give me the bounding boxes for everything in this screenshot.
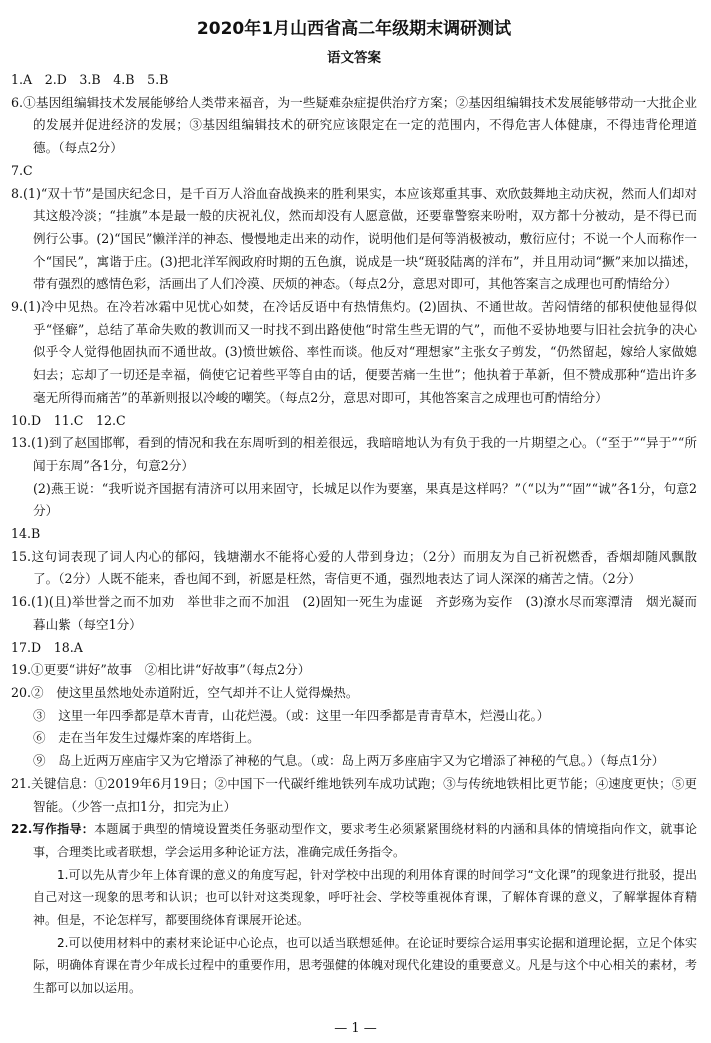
page-number: — 1 — bbox=[334, 1021, 377, 1036]
answer-19: 19.①更要“讲好”故事 ②相比讲“好故事”（每点2分） bbox=[11, 662, 311, 678]
answer-15: 15.这句词表现了词人内心的郁闷，钱塘潮水不能将心爱的人带到身边；（2分）而朋友为自己祈祝燃香，香烟却随风飘散了。（2分）人既不能来，香也闻不到，祈愿是枉然，寄信更不通，强烈地表达了词人深深的痛苦之情。（2分） bbox=[11, 548, 697, 587]
answer-20 bbox=[11, 682, 697, 705]
answer-22-point-1: 1.可以先从青少年上体育课的意义的角度写起，针对学校中出现的利用体育课的时间学习“文化课”的现象进行批驳，提出自己对这一现象的思考和认识；也可以针对这类现象，呼吁社会、学校等重视体育课，了解体育课的意义，了解掌握体育精神。但是，不论怎样写，都要围绕体育课展开论述。 bbox=[33, 867, 697, 928]
answer-20-item-9: ⑨ 岛上近两万座庙宇又为它增添了神秘的气息。（或：岛上两万多座庙宇又为它增添了神秘的气息。）（每点1分） bbox=[33, 753, 665, 769]
answer-13 bbox=[11, 432, 697, 477]
answer-9: 9.(1)冷中见热。在冷若冰霜中见忧心如焚，在冷话反语中有热情焦灼。(2)固执、不通世故。苦闷情绪的郁积使他显得似乎“怪癖”，总结了革命失败的教训而又一时找不到出路使他“时常生些无谓的气”，而他不妥协地要与旧社会抗争的决心似乎令人觉得他固执而不通世故。(3)愤世嫉俗、率性而谈。他反对“理想家”主张女子剪发，“仍然留起，嫁给人家做媳妇去；忘却了一切还是幸福，倘使它记着些平等自由的话，便要苦痛一生世”；他执着于革新，但不赞成那种“造出许多毫无所得而痛苦”的革新则报以冷峻的嘲笑。（每点2分，意思对即可，其他答案言之成理也可酌情给分） bbox=[11, 299, 697, 405]
answer-20-item-6: ⑥ 走在当年发生过爆炸案的库塔街上。 bbox=[33, 730, 260, 746]
answer-17-18: 17.D 18.A bbox=[11, 639, 83, 655]
answer-22-label: 22.写作指导： bbox=[11, 822, 95, 837]
answer-22 bbox=[11, 818, 697, 863]
answer-20-item-2: ② 使这里虽然地处赤道附近，空气却并不让人觉得燥热。 bbox=[31, 684, 359, 700]
answer-22-point-2: 2.可以使用材料中的素材来论证中心论点，也可以适当联想延伸。在论证时要综合运用事实论据和道理论据，立足个体实际，明确体育课在青少年成长过程中的重要作用，思考强健的体魄对现代化建设的重要意义。凡是与这个中心相关的素材，考生都可以加以运用。 bbox=[33, 935, 697, 996]
answer-10-12: 10.D 11.C 12.C bbox=[11, 412, 126, 428]
answer-13-part-2: (2)燕王说：“我听说齐国据有清济可以用来固守，长城足以作为要塞，果真是这样吗？”（“以为”“固”“诚”各1分，句意2分） bbox=[33, 480, 697, 519]
answer-22-intro: 本题属于典型的情境设置类任务驱动型作文，要求考生必须紧紧围绕材料的内涵和具体的情境指向作文，就事论事，合理类比或者联想，学会运用多种论证方法，准确完成任务指令。 bbox=[33, 822, 697, 859]
answer-13-part-1: (1)到了赵国邯郸，看到的情况和我在东周听到的相差很远，我暗暗地认为有负于我的一片期望之心。（“至于”“异于”“所闻于东周”各1分，句意2分） bbox=[31, 435, 697, 473]
answer-21: 21.关键信息：①2019年6月19日；②中国下一代碳纤维地铁列车成功试跑；③与传统地铁相比更节能；④速度更快；⑤更智能。（少答一点扣1分，扣完为止） bbox=[11, 775, 697, 814]
answer-6: 6.①基因组编辑技术发展能够给人类带来福音，为一些疑难杂症提供治疗方案；②基因组编辑技术发展能够带动一大批企业的发展并促进经济的发展；③基因组编辑技术的研究应该限定在一定的范围内，不得危害人体健康，不得违背伦理道德。（每点2分） bbox=[11, 94, 697, 156]
answer-16: 16.(1)(且)举世誉之而不加劝 举世非之而不加沮 (2)固知一死生为虚诞 齐彭殇为妄作 (3)潦水尽而寒潭清 烟光凝而暮山紫（每空1分） bbox=[11, 594, 697, 632]
answer-14: 14.B bbox=[11, 526, 41, 542]
page-title: 2020年1月山西省高二年级期末调研测试 bbox=[196, 19, 512, 39]
page-subtitle: 语文答案 bbox=[327, 50, 381, 66]
answer-7: 7.C bbox=[11, 162, 33, 178]
answer-20-label: 20. bbox=[11, 684, 32, 700]
answer-20-item-3: ③ 这里一年四季都是草木青青，山花烂漫。（或：这里一年四季都是青青草木，烂漫山花。） bbox=[33, 707, 550, 723]
answer-13-label: 13. bbox=[11, 435, 32, 451]
answer-8: 8.(1)“双十节”是国庆纪念日，是千百万人浴血奋战换来的胜利果实，本应该郑重其事、欢欣鼓舞地主动庆祝，然而人们却对其这般冷淡；“挂旗”本是最一般的庆祝礼仪，然而却没有人愿意做，还要靠警察来吩咐，双方都十分被动，是不得已而例行公事。(2)“国民”懒洋洋的神态、慢慢地走出来的动作，说明他们是何等消极被动，敷衍应付；不说一个人而称作一个“国民”，寓谐于庄。(3)把北洋军阀政府时期的五色旗，说成是一块“斑驳陆离的洋布”，并且用动词“撅”来加以描述，带有强烈的感情色彩，活画出了人们冷漠、厌烦的神态。（每点2分，意思对即可，其他答案言之成理也可酌情给分） bbox=[11, 185, 697, 292]
answer-1-5: 1.A 2.D 3.B 4.B 5.B bbox=[11, 72, 169, 87]
